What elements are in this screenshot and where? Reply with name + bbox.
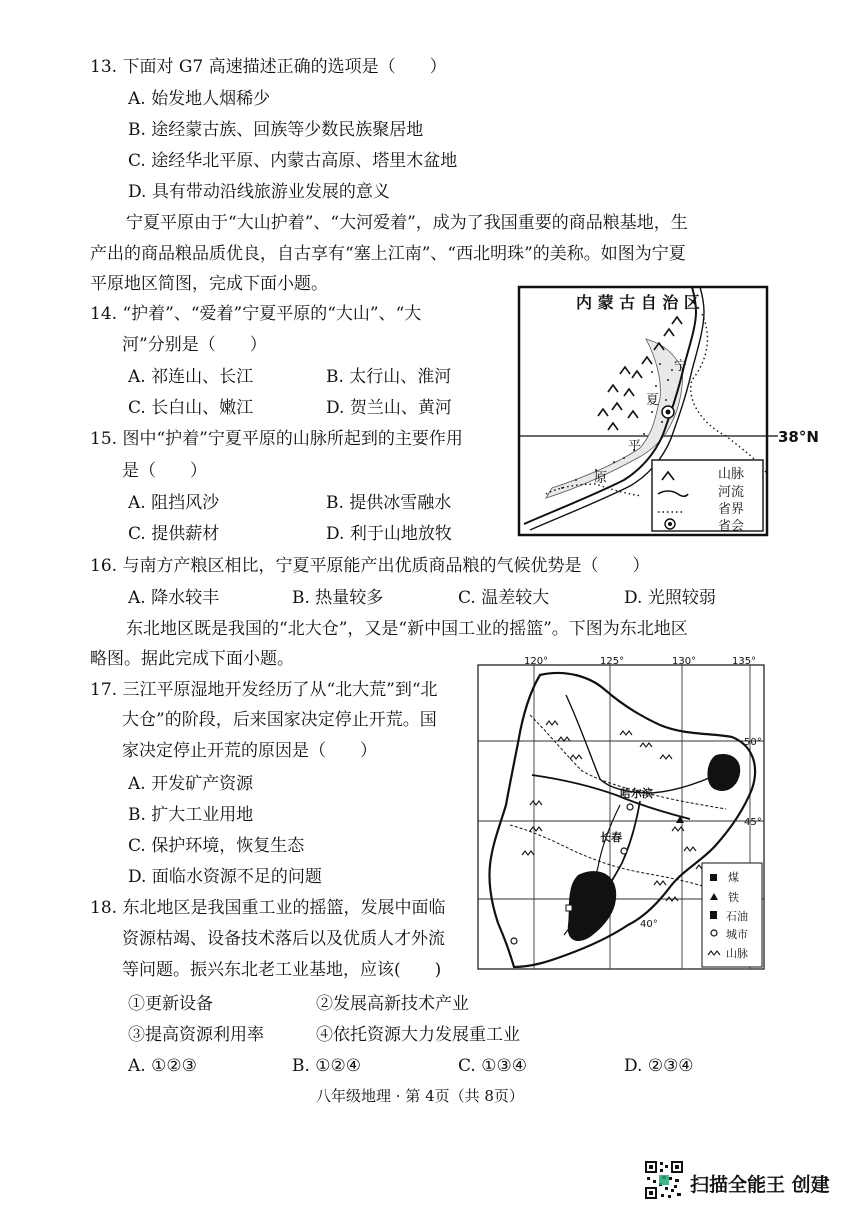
coal-marker	[566, 905, 572, 911]
ningxia-plain-map	[516, 284, 844, 538]
plain-char-yuan: 原	[594, 471, 608, 486]
harbin-city-marker	[627, 804, 633, 810]
legend-oil-icon	[710, 911, 717, 919]
qr-code-icon	[644, 1160, 684, 1200]
northeast-china-map	[470, 655, 770, 973]
q17-stem-line2: 大仓”的阶段，后来国家决定停止开荒。国	[122, 710, 437, 730]
legend-river-label: 河流	[718, 485, 745, 500]
q14-stem-line2: 河”分别是（ ）	[122, 335, 267, 355]
q13-option-b: B. 途经蒙古族、回族等少数民族聚居地	[128, 120, 424, 140]
q18-statement-4: ④依托资源大力发展重工业	[316, 1025, 520, 1045]
q17-option-a: A. 开发矿产资源	[128, 774, 254, 794]
q18-stem-line1: 18. 东北地区是我国重工业的摇篮，发展中面临	[90, 898, 446, 918]
q15-stem-line2: 是（ ）	[122, 461, 207, 481]
q18-stem-line2: 资源枯竭、设备技术落后以及优质人才外流	[122, 929, 445, 949]
q17-option-c: C. 保护环境，恢复生态	[128, 836, 305, 856]
q18-option-c: C. ①③④	[458, 1056, 527, 1076]
yinchuan-capital-dot	[666, 410, 671, 415]
q14-option-b: B. 太行山、淮河	[326, 367, 452, 387]
q18-statement-2: ②发展高新技术产业	[316, 994, 469, 1014]
legend-border-label: 省界	[718, 502, 745, 517]
ningxia-intro-line1: 宁夏平原由于“大山护着”、“大河爱着”，成为了我国重要的商品粮基地，生	[126, 213, 688, 233]
q15-option-a: A. 阻挡风沙	[128, 493, 220, 513]
inner-mongolia-label: 内 蒙 古 自 治 区	[576, 293, 700, 312]
q18-statement-3: ③提高资源利用率	[128, 1025, 264, 1045]
lat-50-label: 50°	[744, 737, 762, 748]
q18-stem-line3: 等问题。振兴东北老工业基地，应该( )	[122, 960, 442, 980]
legend-capital-label: 省会	[718, 519, 745, 534]
lon-125-label: 125°	[600, 656, 625, 667]
legend-city-icon	[711, 930, 717, 936]
q18-statement-1: ①更新设备	[128, 994, 213, 1014]
q15-option-c: C. 提供薪材	[128, 524, 220, 544]
plain-char-ping: 平	[628, 439, 642, 454]
city-marker-southwest	[511, 938, 517, 944]
harbin-label: 哈尔滨	[620, 787, 653, 800]
legend-iron-label: 铁	[728, 891, 739, 904]
plain-char-ning: 宁	[674, 359, 688, 374]
q17-stem-line3: 家决定停止开荒的原因是（ ）	[122, 741, 377, 761]
legend-mountain-label: 山脉	[718, 467, 745, 482]
lon-135-label: 135°	[732, 656, 757, 667]
q14-stem-line1: 14. “护着”、“爱着”宁夏平原的“大山”、“大	[90, 304, 422, 324]
q18-option-d: D. ②③④	[624, 1056, 694, 1076]
ningxia-intro-line2: 产出的商品粮品质优良，自古享有“塞上江南”、“西北明珠”的美称。如图为宁夏	[90, 244, 686, 264]
q13-option-a: A. 始发地人烟稀少	[128, 89, 271, 109]
northeast-intro-line2: 略图。据此完成下面小题。	[90, 649, 294, 669]
legend-capital-icon-dot	[668, 522, 672, 526]
q15-option-d: D. 利于山地放牧	[326, 524, 452, 544]
q16-option-a: A. 降水较丰	[128, 588, 220, 608]
lat-40-label: 40°	[640, 919, 658, 930]
q16-option-c: C. 温差较大	[458, 588, 550, 608]
q13-option-c: C. 途经华北平原、内蒙古高原、塔里木盆地	[128, 151, 458, 171]
legend-mountain-label: 山脉	[726, 947, 748, 960]
q14-option-c: C. 长白山、嫩江	[128, 398, 254, 418]
q17-stem-line1: 17. 三江平原湿地开发经历了从“北大荒”到“北	[90, 680, 438, 700]
lon-120-label: 120°	[524, 656, 549, 667]
changchun-label: 长春	[600, 831, 622, 844]
q13-option-d: D. 具有带动沿线旅游业发展的意义	[128, 182, 390, 202]
legend-coal-label: 煤	[728, 871, 739, 884]
q17-option-b: B. 扩大工业用地	[128, 805, 254, 825]
q16-option-b: B. 热量较多	[292, 588, 384, 608]
lon-130-label: 130°	[672, 656, 697, 667]
plain-char-xia: 夏	[646, 393, 660, 408]
q16-option-d: D. 光照较弱	[624, 588, 716, 608]
q18-option-b: B. ①②④	[292, 1056, 362, 1076]
page-footer: 八年级地理 · 第 4页（共 8页）	[316, 1087, 524, 1105]
q17-option-d: D. 面临水资源不足的问题	[128, 867, 322, 887]
lat-45-label: 45°	[744, 817, 762, 828]
q18-option-a: A. ①②③	[128, 1056, 197, 1076]
legend-coal-icon	[710, 874, 717, 881]
q16-stem: 16. 与南方产粮区相比，宁夏平原能产出优质商品粮的气候优势是（ ）	[90, 556, 650, 576]
ningxia-intro-line3: 平原地区简图，完成下面小题。	[90, 274, 328, 294]
q14-option-d: D. 贺兰山、黄河	[326, 398, 452, 418]
changchun-city-marker	[621, 848, 627, 854]
legend-city-label: 城市	[726, 928, 748, 941]
q14-option-a: A. 祁连山、长江	[128, 367, 254, 387]
q15-stem-line1: 15. 图中“护着”宁夏平原的山脉所起到的主要作用	[90, 429, 463, 449]
latitude-38-label: 38°N	[778, 428, 819, 446]
northeast-intro-line1: 东北地区既是我国的“北大仓”，又是“新中国工业的摇篮”。下图为东北地区	[126, 619, 688, 639]
scanner-watermark: 扫描全能王 创建	[690, 1174, 830, 1196]
q15-option-b: B. 提供冰雪融水	[326, 493, 452, 513]
q13-stem: 13. 下面对 G7 高速描述正确的选项是（ ）	[90, 57, 447, 77]
legend-oil-label: 石油	[726, 910, 748, 923]
